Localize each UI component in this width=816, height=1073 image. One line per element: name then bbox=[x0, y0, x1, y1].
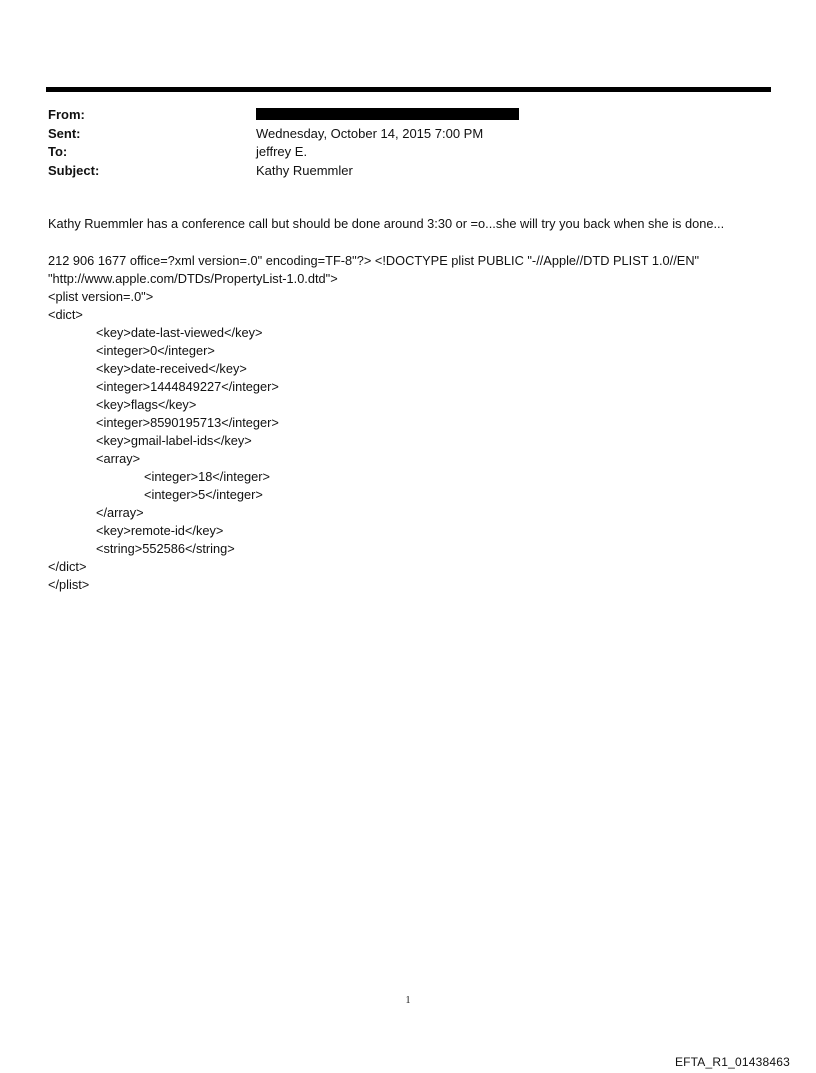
from-value-redacted bbox=[256, 106, 519, 125]
to-value: jeffrey E. bbox=[256, 144, 308, 159]
body-line: <integer>5</integer> bbox=[144, 487, 263, 502]
sent-label: Sent: bbox=[48, 125, 81, 141]
plist-block bbox=[48, 252, 778, 594]
sent-value: Wednesday, October 14, 2015 7:00 PM bbox=[256, 125, 484, 141]
email-body bbox=[48, 215, 778, 594]
body-line: <string>552586</string> bbox=[96, 541, 235, 556]
from-row bbox=[48, 106, 519, 125]
body-line: <key>gmail-label-ids</key> bbox=[96, 433, 252, 448]
message-text: Kathy Ruemmler has a conference call but should be done around 3:30 or =o...she will try you back when she is done... bbox=[48, 216, 725, 231]
body-line: <key>remote-id</key> bbox=[96, 523, 224, 538]
body-line: <integer>18</integer> bbox=[144, 469, 270, 484]
body-line: <plist version=.0"> bbox=[48, 289, 154, 304]
body-line: <array> bbox=[96, 451, 141, 466]
page-number: 1 bbox=[405, 995, 411, 1006]
to-label: To: bbox=[48, 144, 68, 159]
body-line: <key>flags</key> bbox=[96, 397, 197, 412]
header-rule bbox=[46, 87, 771, 92]
subject-value: Kathy Ruemmler bbox=[256, 162, 353, 178]
body-line: <integer>1444849227</integer> bbox=[96, 379, 279, 394]
body-line: </dict> bbox=[48, 559, 87, 574]
body-line: "http://www.apple.com/DTDs/PropertyList-1.0.dtd"> bbox=[48, 271, 338, 286]
body-line: 212 906 1677 office=?xml version=.0" encoding=TF-8"?> <!DOCTYPE plist PUBLIC "-//Apple//DTD PLIST 1.0//EN" bbox=[48, 253, 700, 268]
redaction-bar bbox=[256, 108, 519, 120]
email-header bbox=[48, 106, 519, 180]
to-row bbox=[48, 143, 519, 162]
body-line: </array> bbox=[96, 505, 144, 520]
body-line: <dict> bbox=[48, 307, 83, 322]
subject-label: Subject: bbox=[48, 162, 100, 178]
sent-row bbox=[48, 125, 519, 144]
body-line: <key>date-received</key> bbox=[96, 361, 247, 376]
from-label: From: bbox=[48, 107, 85, 122]
body-line: </plist> bbox=[48, 577, 90, 592]
bates-number: EFTA_R1_01438463 bbox=[674, 1055, 790, 1069]
body-line: <key>date-last-viewed</key> bbox=[96, 325, 263, 340]
body-line: <integer>8590195713</integer> bbox=[96, 415, 279, 430]
subject-row bbox=[48, 162, 519, 181]
body-line: <integer>0</integer> bbox=[96, 343, 215, 358]
